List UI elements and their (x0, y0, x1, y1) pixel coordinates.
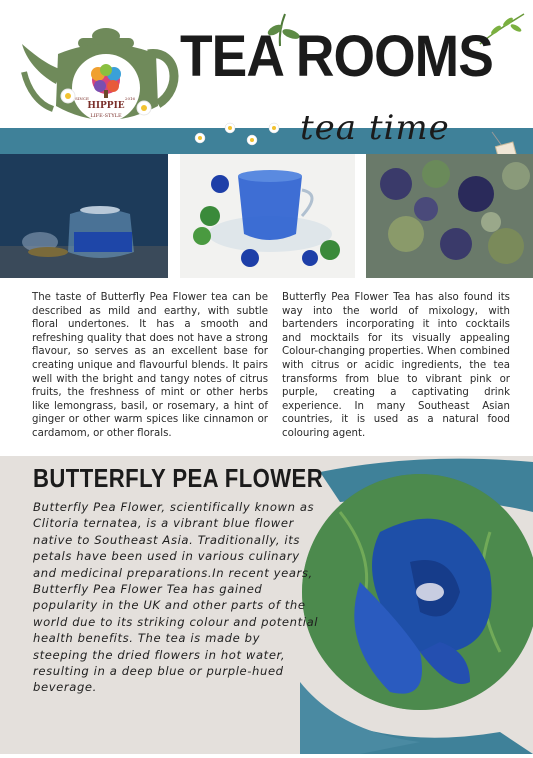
logo-tagline: LIFE-STYLE (90, 113, 122, 119)
page-title: TEA ROOMS (180, 24, 493, 89)
script-subtitle: tea time (300, 108, 450, 148)
butterfly-pea-photo (300, 452, 533, 754)
section-title: BUTTERFLY PEA FLOWER (33, 463, 324, 493)
daisy-cluster-icon (190, 116, 290, 152)
logo-name: HIPPIE (87, 101, 125, 111)
logo-since-right: 2016 (124, 96, 136, 101)
photo-teapot (0, 154, 168, 278)
photo-teacup (180, 154, 355, 278)
photo-dried-flowers (366, 154, 533, 278)
teapot-logo (18, 14, 188, 134)
body-text-left: The taste of Butterfly Pea Flower tea can be described as mild and earthy, with subtle floral undertones. It has a smooth and refreshing quality that does not have a strong flavour, so serves as an excellent base for creating unique and flavourful blends. It pairs well with the bright and tangy notes of citrus fruits, the freshness of mint or other herbs like lemongrass, basil, or rosemary, a hint of ginger or other warm spices like cinnamon or cardamom, or other florals. (32, 292, 268, 439)
intro-paragraph: Butterfly Pea Flower, scientifically known as Clitoria ternatea, is a vibrant blue flower native to Southeast Asia. Traditionally, its petals have been used in various culinary and medicinal preparations.In recent years, Butterfly Pea Flower Tea has gained popularity in the UK and other parts of the world due to its striking colour and potential health benefits. The tea is made by steeping the dried flowers in hot water, resulting in a deep blue or purple-hued beverage. (33, 500, 319, 695)
logo-since-left: SINCE (75, 96, 89, 101)
body-text-right: Butterfly Pea Flower Tea has also found its way into the world of mixology, with bartenders incorporating it into cocktails and mocktails for its visually appealing Colour-changing properties. When combined with citrus or acidic ingredients, the tea transforms from blue to vibrant pink or purple, creating a captivating drink experience. In many Southeast Asian countries, it is used as a natural food colouring agent. (282, 292, 510, 439)
